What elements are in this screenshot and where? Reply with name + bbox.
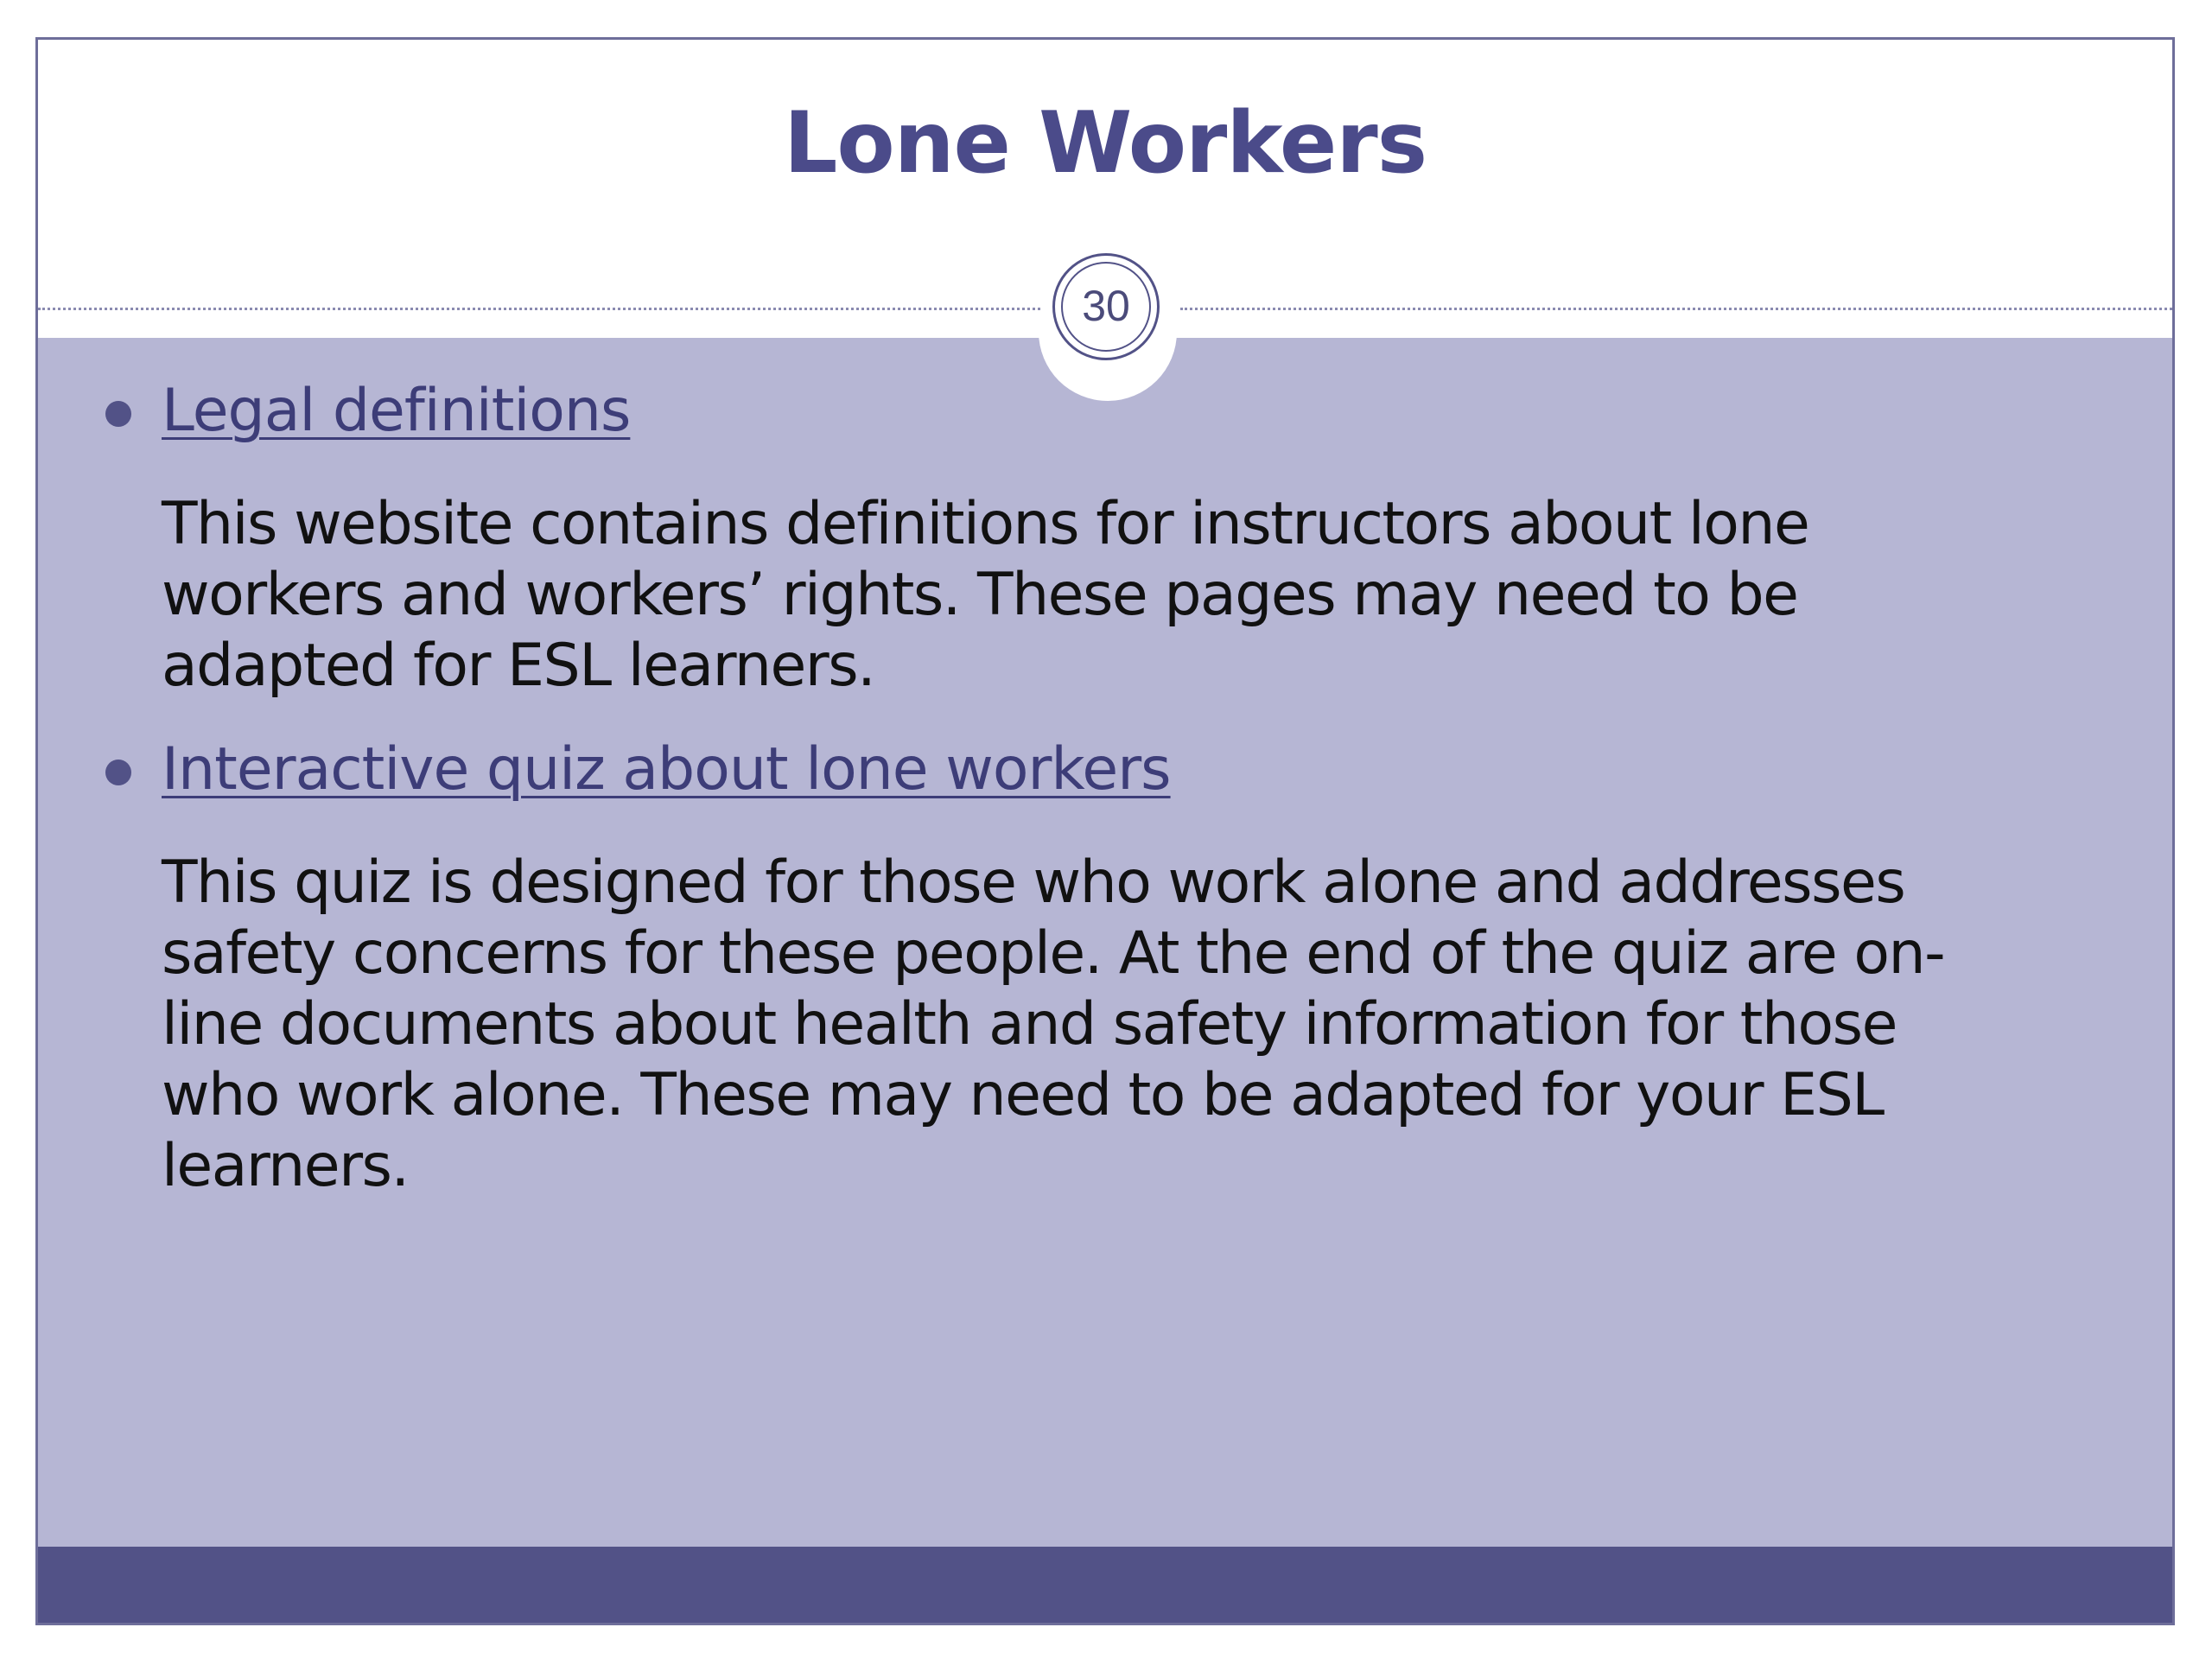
bullet-dot-icon: [105, 760, 131, 785]
footer-bar: [38, 1547, 2172, 1623]
slide-number: 30: [1061, 262, 1151, 352]
slide: [35, 37, 2175, 1625]
legal-definitions-description: This website contains definitions for instructors about lone workers and workers’ rights. These pages may need to be adapted for ESL learners.: [162, 490, 1809, 700]
slide-title: Lone Workers: [783, 94, 1427, 193]
bullet-dot-icon: [105, 401, 131, 427]
slide-number-badge: [1052, 253, 1160, 360]
interactive-quiz-description: This quiz is designed for those who work alone and addresses safety concerns for these people. At the end of the quiz are on- line documents about health and safety information for those who work alone. These may need to be adapted for your ESL learners.: [162, 849, 1945, 1200]
divider-left: [38, 308, 1040, 310]
divider-right: [1180, 308, 2172, 310]
legal-definitions-link[interactable]: Legal definitions: [162, 377, 631, 445]
interactive-quiz-link[interactable]: Interactive quiz about lone workers: [162, 735, 1171, 804]
